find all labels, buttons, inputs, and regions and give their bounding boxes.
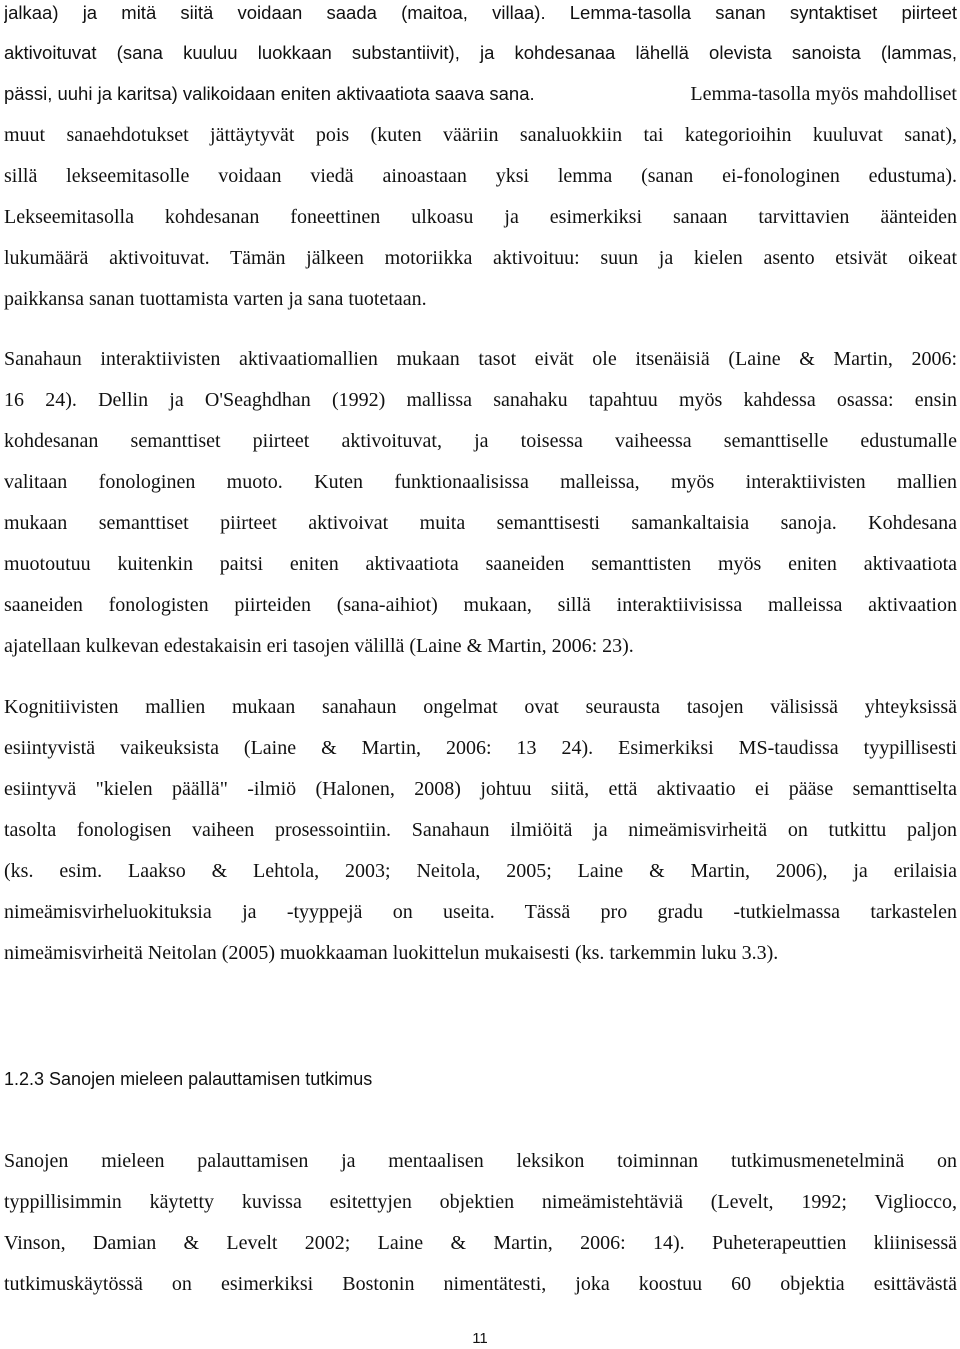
text-line: valitaan fonologinen muoto. Kuten funktionaalisissa malleissa, myös interaktiivisten mallien <box>4 471 957 493</box>
text-line: Sanojen mieleen palauttamisen ja mentaalisen leksikon toiminnan tutkimusmenetelminä on <box>4 1150 957 1172</box>
text-line: tutkimuskäytössä on esimerkiksi Bostonin nimentätesti, joka koostuu 60 objektia esittävästä <box>4 1273 957 1295</box>
text-line: pässi, uuhi ja karitsa) valikoidaan eniten aktivaatiota saava sana. <box>4 83 535 104</box>
text-line: typpillisimmin käytetty kuvissa esitettyjen objektien nimeämistehtäviä (Levelt, 1992; Vigliocco, <box>4 1191 957 1213</box>
text-line: Lekseemitasolla kohdesanan foneettinen ulkoasu ja esimerkiksi sanaan tarvittavien äänteiden <box>4 206 957 228</box>
text-line: nimeämisvirheitä Neitolan (2005) muokkaaman luokittelun mukaisesti (ks. tarkemmin luku 3.3). <box>4 942 779 964</box>
text-line: saaneiden fonologisten piirteiden (sana-aihiot) mukaan, sillä interaktiivisissa malleissa aktivaation <box>4 594 957 616</box>
text-line: muotoutuu kuitenkin paitsi eniten aktivaatiota saaneiden semanttisten myös eniten aktivaatiota <box>4 553 957 575</box>
text-line: (ks. esim. Laakso & Lehtola, 2003; Neitola, 2005; Laine & Martin, 2006), ja erilaisia <box>4 860 957 882</box>
text-line: esiintyvistä vaikeuksista (Laine & Martin, 2006: 13 24). Esimerkiksi MS-taudissa tyypillisesti <box>4 737 957 759</box>
text-line: paikkansa sanan tuottamista varten ja sana tuotetaan. <box>4 288 427 310</box>
text-line: 16 24). Dellin ja O'Seaghdhan (1992) mallissa sanahaku tapahtuu myös kahdessa osassa: ensin <box>4 389 957 411</box>
text-line: Kognitiivisten mallien mukaan sanahaun ongelmat ovat seurausta tasojen välisissä yhteyksissä <box>4 696 957 718</box>
text-line: Sanahaun interaktiivisten aktivaatiomallien mukaan tasot eivät ole itsenäisiä (Laine & Martin, 2006: <box>4 348 957 370</box>
text-line: Vinson, Damian & Levelt 2002; Laine & Martin, 2006: 14). Puheterapeuttien kliinisessä <box>4 1232 957 1254</box>
text-line: aktivoituvat (sana kuuluu luokkaan substantiivit), ja kohdesanaa lähellä olevista sanoista (lammas, <box>4 42 957 63</box>
text-line: muut sanaehdotukset jättäytyvät pois (kuten vääriin sanaluokkiin tai kategorioihin kuuluvat sanat), <box>4 124 957 146</box>
text-line: jalkaa) ja mitä siitä voidaan saada (maitoa, villaa). Lemma-tasolla sanan syntaktiset piirteet <box>4 2 957 23</box>
text-line: mukaan semanttiset piirteet aktivoivat muita semanttisesti samankaltaisia sanoja. Kohdesana <box>4 512 957 534</box>
text-line: tasolta fonologisen vaiheen prosessointiin. Sanahaun ilmiöitä ja nimeämisvirheitä on tutkittu paljon <box>4 819 957 841</box>
page-number: 11 <box>472 1330 488 1347</box>
section-heading: 1.2.3 Sanojen mieleen palauttamisen tutkimus <box>4 1069 373 1089</box>
text-line: lukumäärä aktivoituvat. Tämän jälkeen motoriikka aktivoituu: suun ja kielen asento etsivät oikeat <box>4 247 957 269</box>
text-line: esiintyvä "kielen päällä" -ilmiö (Halonen, 2008) johtuu siitä, että aktivaatio ei pääse semanttiselta <box>4 778 957 800</box>
text-line: sillä lekseemitasolle voidaan viedä ainoastaan yksi lemma (sanan ei-fonologinen edustuma). <box>4 165 957 187</box>
text-line: Lemma-tasolla myös mahdolliset <box>690 83 957 105</box>
text-line: nimeämisvirheluokituksia ja -tyyppejä on useita. Tässä pro gradu -tutkielmassa tarkastelen <box>4 901 957 923</box>
text-line: ajatellaan kulkevan edestakaisin eri tasojen välillä (Laine & Martin, 2006: 23). <box>4 635 634 657</box>
text-line: kohdesanan semanttiset piirteet aktivoituvat, ja toisessa vaiheessa semanttiselle edustumalle <box>4 430 957 452</box>
